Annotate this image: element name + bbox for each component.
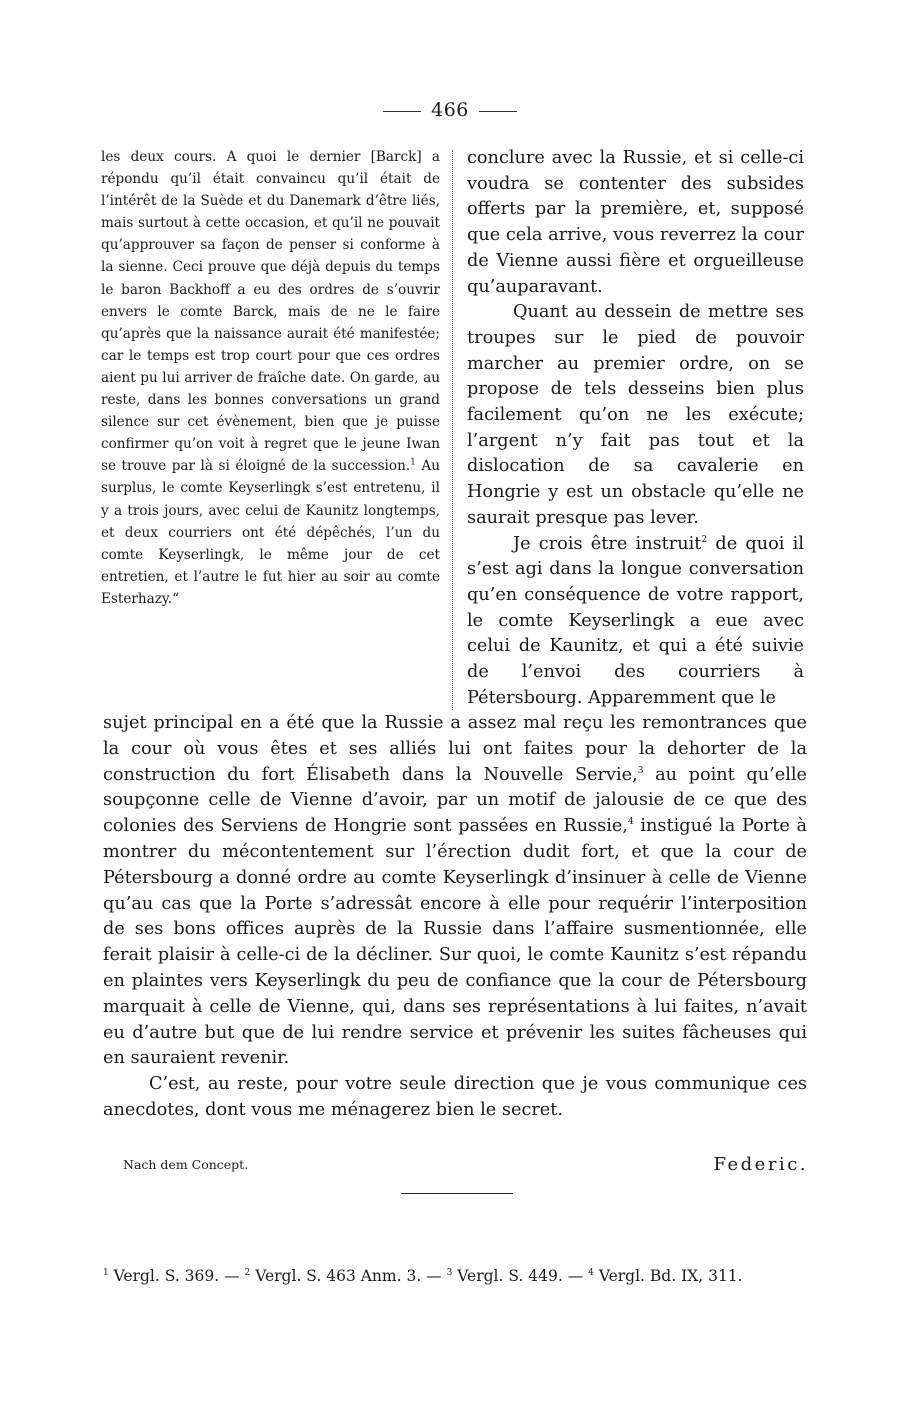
footnotes [103,1265,808,1287]
footnote-4-number: 4 [588,1267,594,1278]
left-column-quote [101,146,440,610]
page-number-header [0,99,900,121]
body-paragraph-1-c: instigué la Porte à montrer du mécontentement sur l’érection dudit fort, et que la cour de Pétersbourg a donné ordre au comte Keyserlingk d’insinuer à celle de Vienne qu’au cas que la Porte s’adressât encore à elle pour requérir l’interposition de ses bons offices auprès de la Russie dans l’affaire susmentionnée, elle ferait plaisir à celle-ci de la décliner. Sur quoi, le comte Kaunitz s’est répandu en plaintes vers Keyserlingk du peu de confiance que la cour de Pétersbourg marquait à celle de Vienne, qui, dans ses représentations à lui faites, n’avait eu d’autre but que de lui rendre service et prévenir les suites fâcheuses qui en sauraient revenir. [103,816,807,1069]
footnote-3-number: 3 [446,1267,453,1278]
footnote-2-text: Vergl. S. 463 Anm. 3. — [250,1267,447,1285]
body-paragraph-2: C’est, au reste, pour votre seule direction que je vous communique ces anecdotes, dont vous me ménagerez bien le secret. [103,1074,807,1120]
footnote-1-number: 1 [103,1267,109,1278]
signature: Federic. [713,1154,808,1175]
footnote-separator-rule [401,1193,513,1194]
body-paragraph-1-b: au point qu’elle soupçonne celle de Vienne d’avoir, par un motif de jalousie de ce que des colonies des Serviens de Hongrie sont passées en Russie, [103,764,807,837]
right-paragraph-2: Quant au dessein de mettre ses troupes sur le pied de pouvoir marcher au premier ordre, on se propose de tels desseins bien plus facilement qu’on ne les exécute; l’argent n’y fait pas tout et la dislocation de sa cavalerie en Hongrie y est un obstacle qu’elle ne saurait presque pas lever. [467,302,804,528]
header-dash-right [479,111,517,112]
right-paragraph-3-b: de quoi il s’est agi dans la longue conversation qu’en conséquence de votre rapport, le comte Keyserlingk a eue avec celui de Kaunitz, et qui a été suivie de l’envoi des courriers à Pétersbourg. Apparemment que le [467,533,804,708]
source-note: Nach dem Concept. [123,1157,249,1172]
full-width-body [103,711,807,1124]
right-paragraph-1: conclure avec la Russie, et si celle-ci voudra se contenter des subsides offerts par la première, et, supposé que cela arrive, vous reverrez la cour de Vienne aussi fière et orgueilleuse qu’auparavant. [467,148,804,297]
footnote-2-number: 2 [244,1267,251,1278]
right-column [467,146,804,711]
right-paragraph-3-a: Je crois être instruit [513,533,702,554]
right-paragraph-3 [467,532,804,712]
footnote-ref-3: 3 [637,765,644,776]
footnote-3-text: Vergl. S. 449. — [452,1267,589,1285]
header-dash-left [383,111,421,112]
footnote-1-text: Vergl. S. 369. — [108,1267,245,1285]
footnote-ref-4: 4 [628,817,634,828]
body-paragraph-1-a: sujet principal en a été que la Russie a assez mal reçu les remontrances que la cour où vous êtes et ses alliés lui ont faites pour la dehorter de la construction du fort Élisabeth dans la Nouvelle Servie, [103,713,807,785]
left-column-text: les deux cours. A quoi le dernier [Barck] a répondu qu’il était convaincu qu’il était de l’intérêt de la Suède et du Danemark d’être liés, mais surtout à cette occasion, et qu’il ne pouvait qu’approuver sa façon de penser si conforme à la sienne. Ceci prouve que déjà depuis du temps le baron Backhoff a eu des ordres de s’ouvrir envers le comte Barck, mais de ne le faire qu’après que la naissance aurait été manifestée; car le temps est trop court pour que ces ordres aient pu lui arriver de fraîche date. On garde, au reste, dans les bonnes conversations un grand silence sur cet évènement, bien que je puisse confirmer qu’on voit à regret que le jeune Iwan se trouve par là si éloigné de la succession. [101,149,440,475]
column-divider [452,150,453,710]
body-paragraph-1 [103,711,807,1072]
footnote-ref-2: 2 [701,534,708,545]
left-column-text-2: Au surplus, le comte Keyserlingk s’est entretenu, il y a trois jours, avec celui de Kaunitz longtemps, et deux courriers ont été dépêchés, l’un du comte Keyserlingk, le même jour de cet entretien, et l’autre le fut hier au soir au comte Esterhazy.“ [101,458,440,607]
footnote-ref-1: 1 [410,457,416,468]
footnote-4-text: Vergl. Bd. IX, 311. [593,1267,743,1285]
page-number: 466 [431,99,469,121]
